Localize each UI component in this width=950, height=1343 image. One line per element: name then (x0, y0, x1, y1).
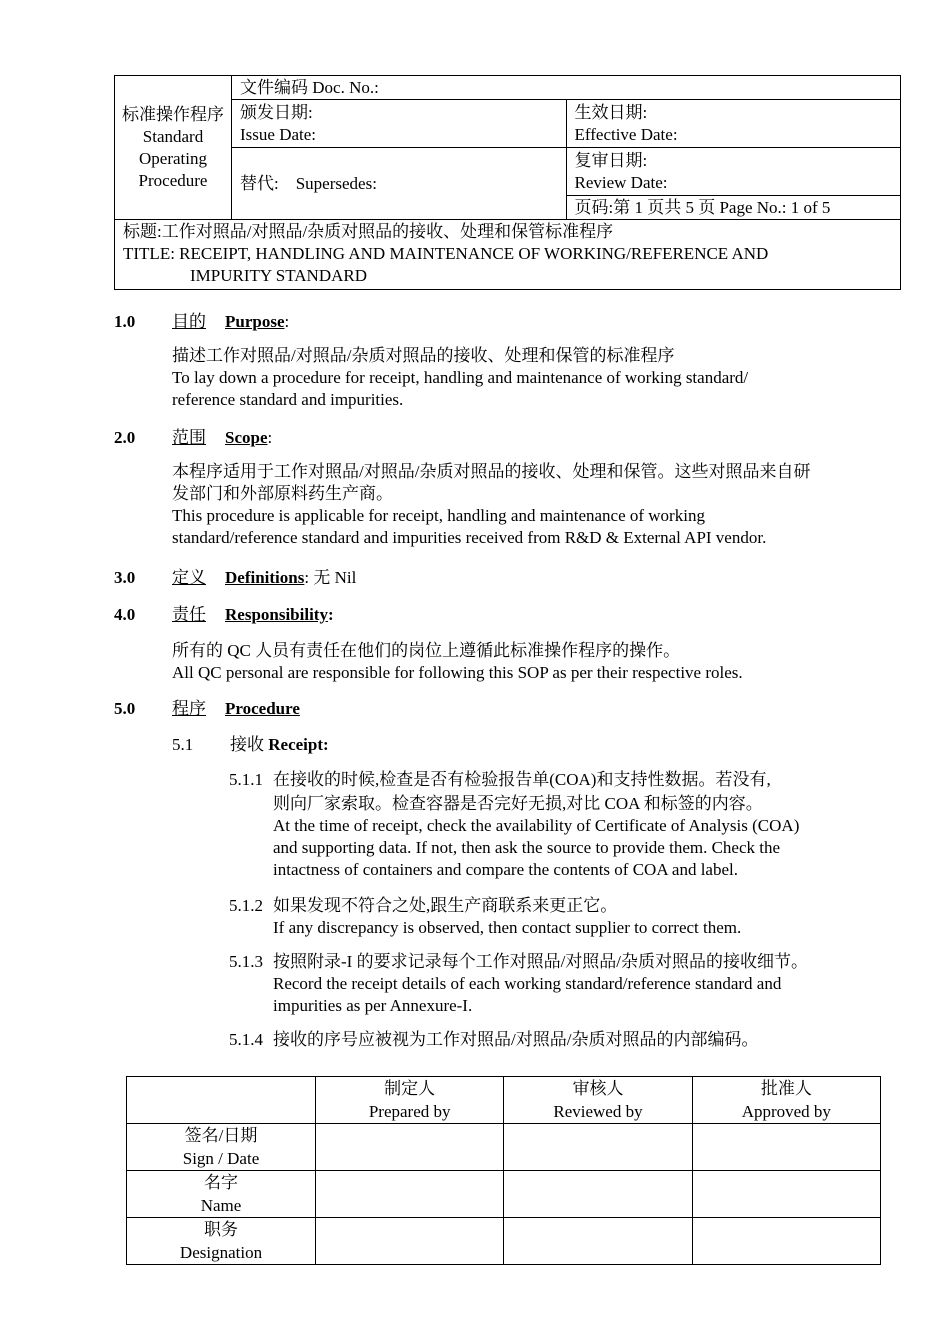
procedure-item-5-1-4 (229, 1029, 899, 1051)
item-text-en-1: At the time of receipt, check the availability of Certificate of Analysis (COA) (273, 816, 800, 835)
section-title-suffix: : (267, 428, 273, 447)
section-title-en: Procedure (225, 699, 300, 718)
subsection-title-en: Receipt: (268, 735, 329, 754)
scope-text-en-1: This procedure is applicable for receipt, handling and maintenance of working (172, 506, 705, 525)
section-number: 1.0 (114, 312, 136, 331)
section-title-zh: 定义 (172, 568, 206, 587)
signature-table (126, 1076, 881, 1265)
section-title-en-wrap (225, 427, 272, 449)
reviewed-by-header (504, 1077, 692, 1124)
section-title-en: Purpose (225, 312, 285, 331)
section-title-en: Definitions (225, 568, 305, 587)
sign-date-zh: 签名/日期 (184, 1126, 258, 1145)
section-title-en-wrap (225, 567, 356, 589)
sop-type-en-2: Operating (139, 148, 207, 168)
approved-by-zh: 批准人 (760, 1079, 812, 1098)
title-en-line-1: TITLE: RECEIPT, HANDLING AND MAINTENANCE OF WORKING/REFERENCE AND (123, 244, 769, 263)
item-number: 5.1.4 (229, 1030, 263, 1049)
review-date-zh: 复审日期: (574, 150, 648, 170)
section-title-suffix: : (327, 605, 334, 624)
item-text-en-2: and supporting data. If not, then ask the source to provide them. Check the (273, 838, 781, 857)
sop-header-table (114, 75, 901, 290)
effective-date-cell (566, 100, 901, 148)
reviewed-by-zh: 审核人 (572, 1079, 624, 1098)
sign-date-row-label (127, 1124, 316, 1171)
procedure-item-5-1-1 (229, 769, 899, 881)
approved-name-field[interactable] (692, 1171, 880, 1218)
issue-date-en: Issue Date: (240, 124, 317, 144)
sop-type-en-3: Procedure (138, 170, 208, 190)
approved-sign-field[interactable] (692, 1124, 880, 1171)
section-title-zh: 目的 (172, 312, 206, 331)
title-zh: 标题:工作对照品/对照品/杂质对照品的接收、处理和保管标准程序 (123, 222, 614, 241)
approved-by-en: Approved by (741, 1102, 831, 1121)
item-number: 5.1.3 (229, 952, 263, 971)
supersedes-cell: 替代: Supersedes: (232, 148, 567, 220)
sign-date-en: Sign / Date (182, 1149, 260, 1168)
subsection-receipt (172, 734, 329, 756)
item-text-zh-2: 则向厂家索取。检查容器是否完好无损,对比 COA 和标签的内容。 (273, 794, 763, 813)
reviewed-name-field[interactable] (504, 1171, 692, 1218)
subsection-number: 5.1 (172, 735, 194, 754)
section-title-suffix: : (284, 312, 290, 331)
name-zh: 名字 (204, 1173, 238, 1192)
approved-designation-field[interactable] (692, 1218, 880, 1265)
sop-type-zh: 标准操作程序 (122, 104, 224, 124)
designation-en: Designation (179, 1243, 263, 1262)
prepared-sign-field[interactable] (316, 1124, 504, 1171)
approved-by-header (692, 1077, 880, 1124)
prepared-designation-field[interactable] (316, 1218, 504, 1265)
section-procedure (114, 698, 904, 724)
title-cell (115, 220, 901, 290)
purpose-text-en-2: reference standard and impurities. (172, 390, 404, 409)
item-text-zh-1: 按照附录-I 的要求记录每个工作对照品/对照品/杂质对照品的接收细节。 (273, 952, 809, 971)
designation-zh: 职务 (204, 1220, 238, 1239)
scope-text-zh-2: 发部门和外部原料药生产商。 (172, 484, 393, 503)
prepared-name-field[interactable] (316, 1171, 504, 1218)
prepared-by-zh: 制定人 (384, 1079, 436, 1098)
item-text-zh-1: 如果发现不符合之处,跟生产商联系来更正它。 (273, 896, 618, 915)
effective-date-zh: 生效日期: (574, 102, 648, 122)
sop-type-cell (115, 76, 232, 220)
purpose-text-en-1: To lay down a procedure for receipt, handling and maintenance of working standard/ (172, 368, 749, 387)
scope-text-en-2: standard/reference standard and impurities received from R&D & External API vendor. (172, 528, 767, 547)
item-text-en-2: impurities as per Annexure-I. (273, 996, 473, 1015)
signature-corner-cell (127, 1077, 316, 1124)
section-definitions (114, 567, 904, 593)
section-title-zh: 范围 (172, 428, 206, 447)
prepared-by-header (316, 1077, 504, 1124)
review-date-cell (566, 148, 901, 196)
issue-date-cell (232, 100, 567, 148)
prepared-by-en: Prepared by (368, 1102, 451, 1121)
section-number: 3.0 (114, 568, 136, 587)
item-text-en-1: If any discrepancy is observed, then contact supplier to correct them. (273, 918, 742, 937)
section-title-en-wrap (225, 311, 289, 333)
reviewed-sign-field[interactable] (504, 1124, 692, 1171)
purpose-text-zh: 描述工作对照品/对照品/杂质对照品的接收、处理和保管的标准程序 (172, 346, 675, 365)
doc-no-cell: 文件编码 Doc. No.: (232, 76, 901, 100)
section-number: 5.0 (114, 699, 136, 718)
section-title-en: Responsibility (225, 605, 328, 624)
section-responsibility (114, 604, 904, 684)
item-text-en-1: Record the receipt details of each working standard/reference standard and (273, 974, 782, 993)
responsibility-text-en: All QC personal are responsible for following this SOP as per their respective roles. (172, 663, 743, 682)
sop-type-en-1: Standard (142, 126, 204, 146)
reviewed-designation-field[interactable] (504, 1218, 692, 1265)
section-purpose (114, 311, 904, 411)
scope-text-zh-1: 本程序适用于工作对照品/对照品/杂质对照品的接收、处理和保管。这些对照品来自研 (172, 462, 811, 481)
section-title-zh: 责任 (172, 605, 206, 624)
item-text-zh-1: 在接收的时候,检查是否有检验报告单(COA)和支持性数据。若没有, (273, 770, 771, 789)
section-number: 4.0 (114, 605, 136, 624)
section-title-en-wrap (225, 604, 334, 626)
review-date-en: Review Date: (574, 172, 668, 192)
item-number: 5.1.1 (229, 770, 263, 789)
name-row-label (127, 1171, 316, 1218)
section-title-suffix: : 无 Nil (304, 568, 357, 587)
procedure-item-5-1-2 (229, 895, 899, 939)
item-text-en-3: intactness of containers and compare the contents of COA and label. (273, 860, 738, 879)
procedure-item-5-1-3 (229, 951, 899, 1017)
responsibility-text-zh: 所有的 QC 人员有责任在他们的岗位上遵循此标准操作程序的操作。 (172, 641, 681, 660)
issue-date-zh: 颁发日期: (240, 102, 313, 122)
section-title-en: Scope (225, 428, 268, 447)
section-number: 2.0 (114, 428, 136, 447)
reviewed-by-en: Reviewed by (553, 1102, 643, 1121)
item-text-zh-1: 接收的序号应被视为工作对照品/对照品/杂质对照品的内部编码。 (273, 1030, 759, 1049)
effective-date-en: Effective Date: (574, 124, 678, 144)
section-title-en-wrap (225, 698, 300, 720)
page-number-cell: 页码:第 1 页共 5 页 Page No.: 1 of 5 (566, 196, 901, 220)
section-title-zh: 程序 (172, 699, 206, 718)
name-en: Name (200, 1196, 242, 1215)
title-en-line-2: IMPURITY STANDARD (190, 266, 367, 285)
section-scope (114, 427, 904, 549)
designation-row-label (127, 1218, 316, 1265)
subsection-title-zh: 接收 (230, 735, 264, 754)
item-number: 5.1.2 (229, 896, 263, 915)
